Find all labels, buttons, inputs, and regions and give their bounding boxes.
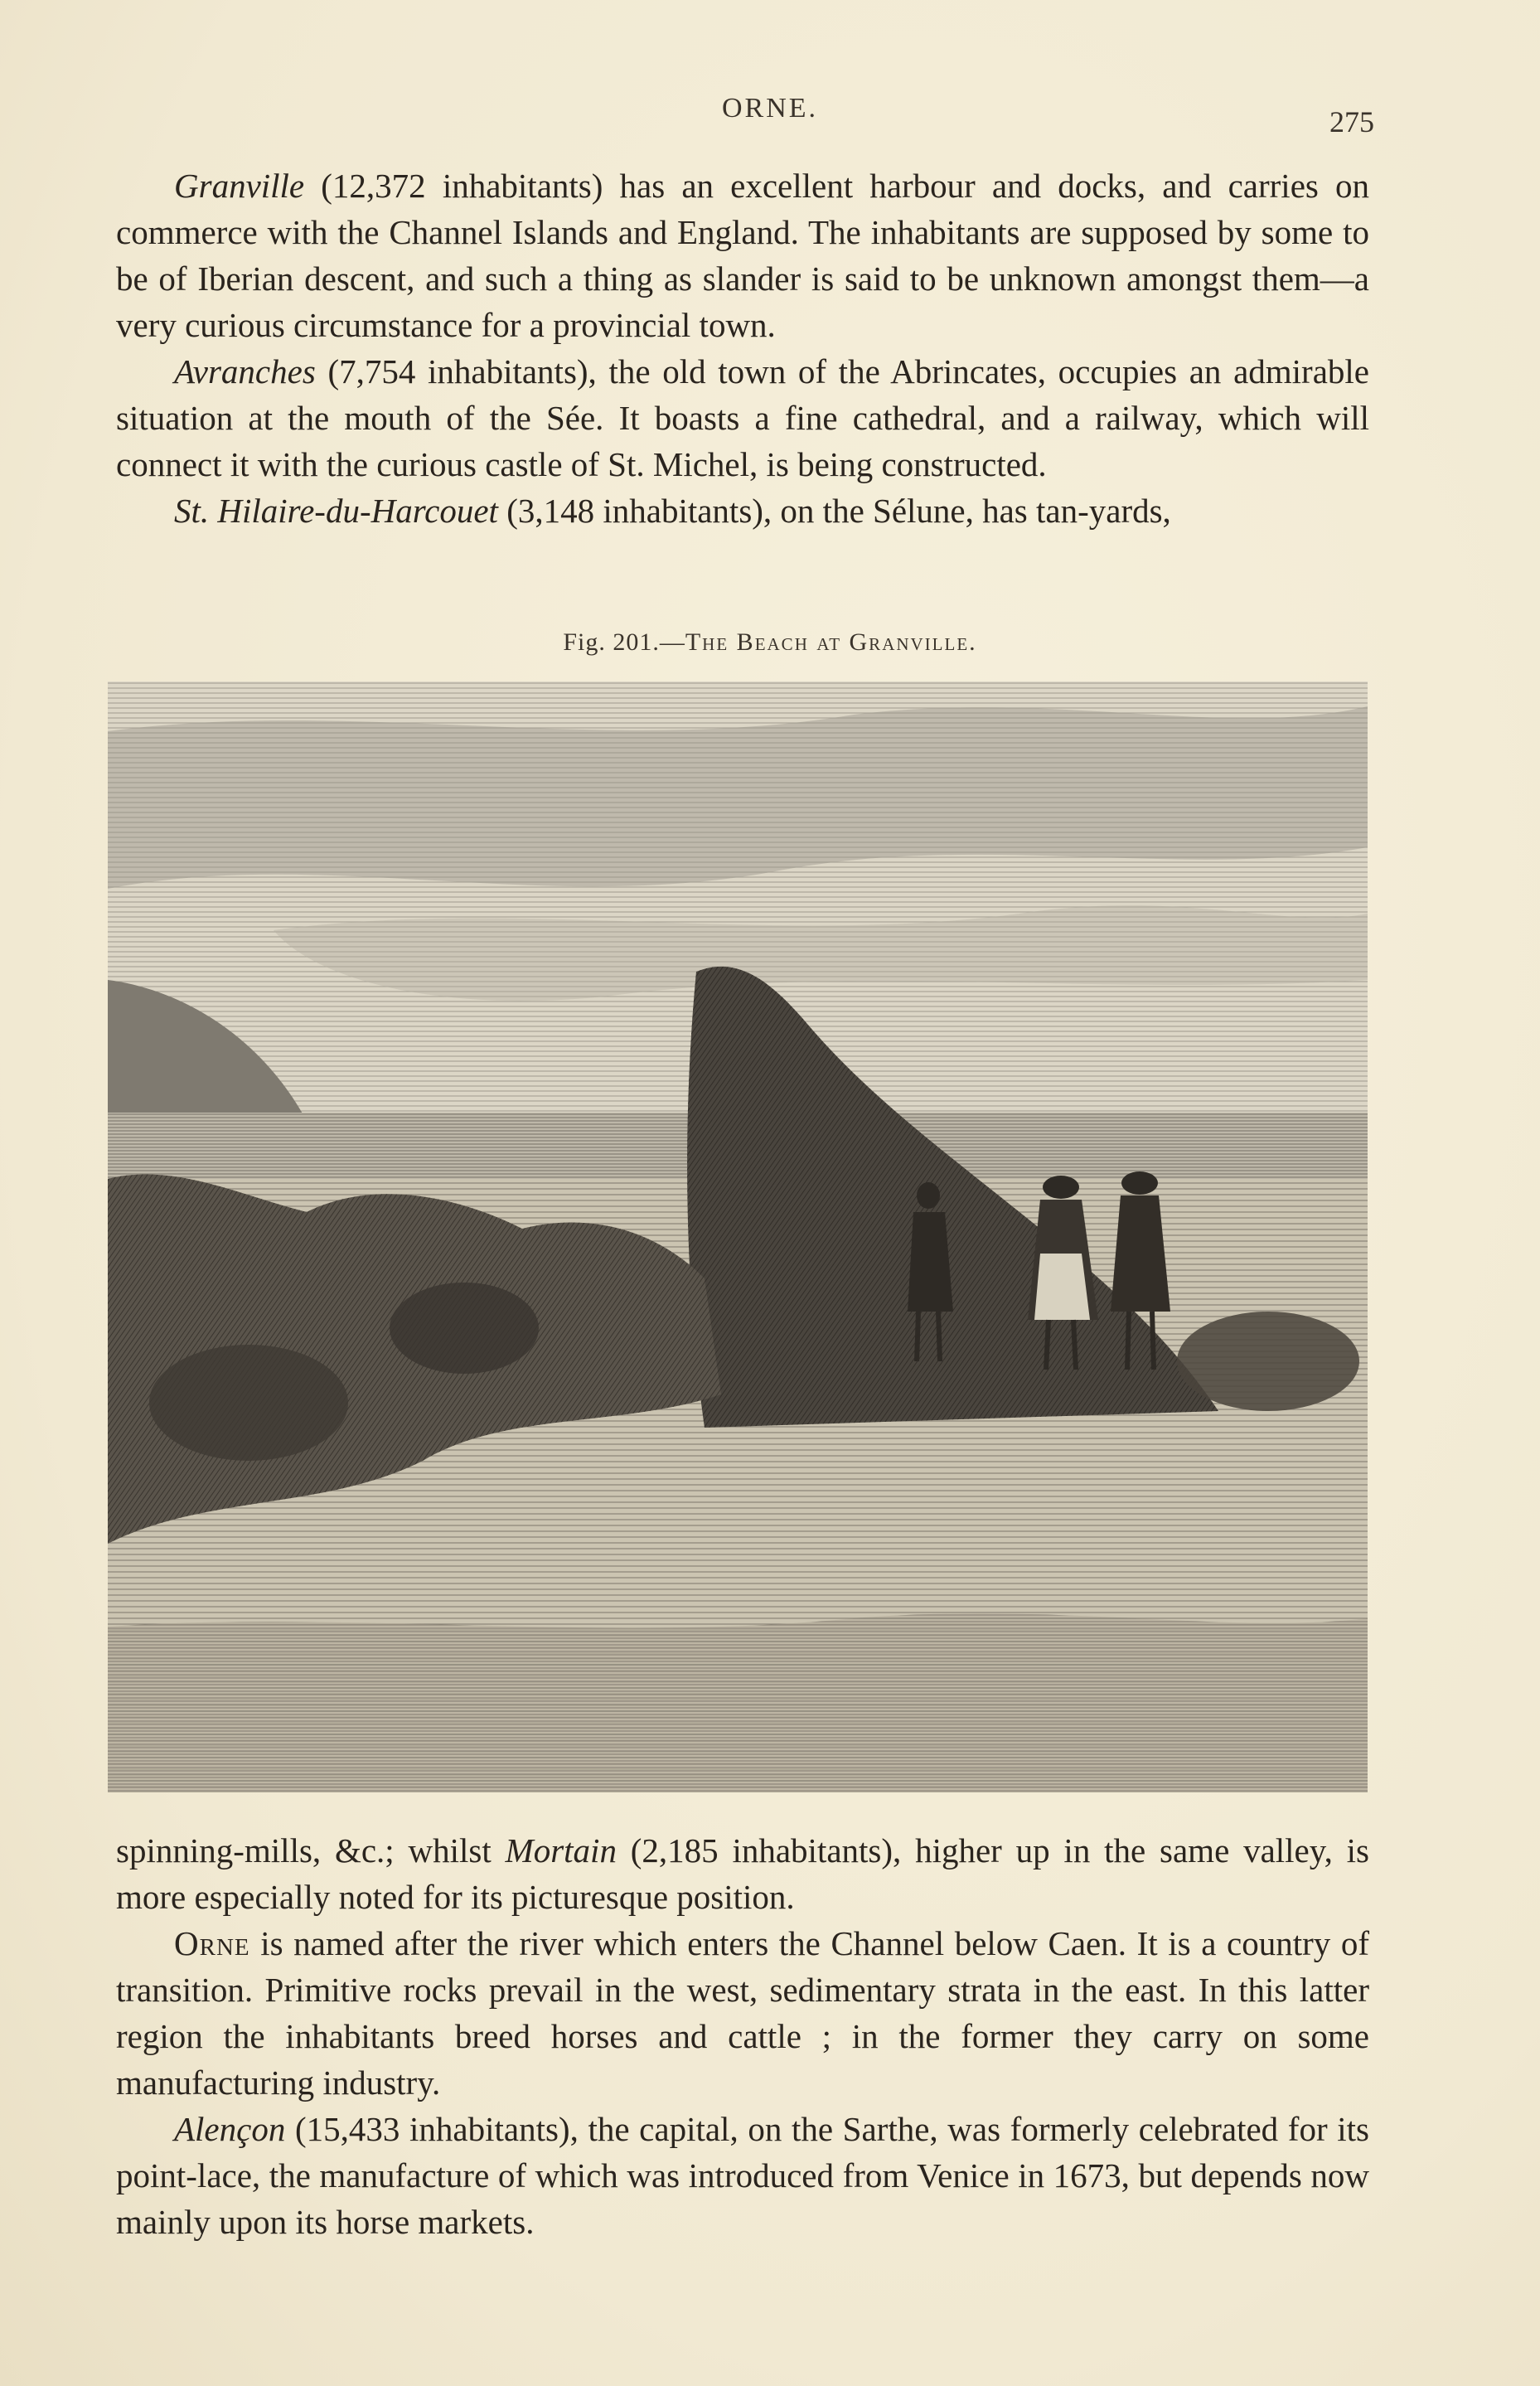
- paragraph-text: is named after the river which enters the Channel below Caen. It is a country of transition. Primitive rocks prevail in the west, sedimentary strata in the east. In this latter region the inhabitants breed horses and cattle ; in the former they carry on some manufacturing industry.: [116, 1924, 1369, 2102]
- paragraph-text: (15,433 inhabitants), the capital, on the Sarthe, was formerly celebrated for its point-lace, the manufacture of which was introduced from Venice in 1673, but depends now mainly upon its horse markets.: [116, 2110, 1369, 2241]
- running-title: ORNE.: [721, 93, 819, 124]
- figure-title: The Beach at Granville.: [685, 628, 977, 656]
- place-name: Avranches: [174, 352, 316, 390]
- figure-caption: [0, 628, 1540, 657]
- engraving-beach-at-granville: [108, 681, 1368, 1792]
- place-name: St. Hilaire-du-Harcouet: [174, 492, 498, 530]
- paragraph-mortain: [116, 1827, 1369, 1920]
- place-name: Mortain: [505, 1831, 617, 1870]
- text-block-bottom: [116, 1827, 1369, 2245]
- department-name: Orne: [174, 1924, 250, 1962]
- paragraph-orne: [116, 1920, 1369, 2106]
- paragraph-text: (7,754 inhabitants), the old town of the Abrincates, occupies an admirable situation at the mouth of the Sée. It boasts a fine cathedral, and a railway, which will connect it with the curious castle of St. Michel, is being constructed.: [116, 352, 1369, 483]
- paragraph-text: (3,148 inhabitants), on the Sélune, has tan-yards,: [497, 492, 1171, 530]
- figure-label: Fig. 201.—: [563, 628, 685, 656]
- place-name: Granville: [174, 167, 305, 205]
- paragraph-text: spinning-mills, &c.; whilst: [116, 1831, 506, 1870]
- paragraph-granville: [116, 162, 1369, 348]
- paragraph-alencon: [116, 2106, 1369, 2245]
- paragraph-text: (12,372 inhabitants) has an excellent harbour and docks, and carries on commerce with the Channel Islands and England. The inhabitants are supposed by some to be of Iberian descent, and such a thing as slander is said to be unknown amongst them—a very curious circumstance for a provincial town.: [116, 167, 1369, 344]
- page-number: 275: [1329, 105, 1374, 138]
- engraving-illustration: [108, 681, 1368, 1792]
- paragraph-text: (2,185 inhabitants), higher up in the same valley, is more especially noted for its picturesque position.: [116, 1831, 1369, 1916]
- paragraph-st-hilaire: [116, 487, 1369, 534]
- paragraph-avranches: [116, 348, 1369, 487]
- rock-right: [1177, 1312, 1359, 1411]
- text-block-top: [116, 162, 1369, 534]
- place-name: Alençon: [174, 2110, 286, 2148]
